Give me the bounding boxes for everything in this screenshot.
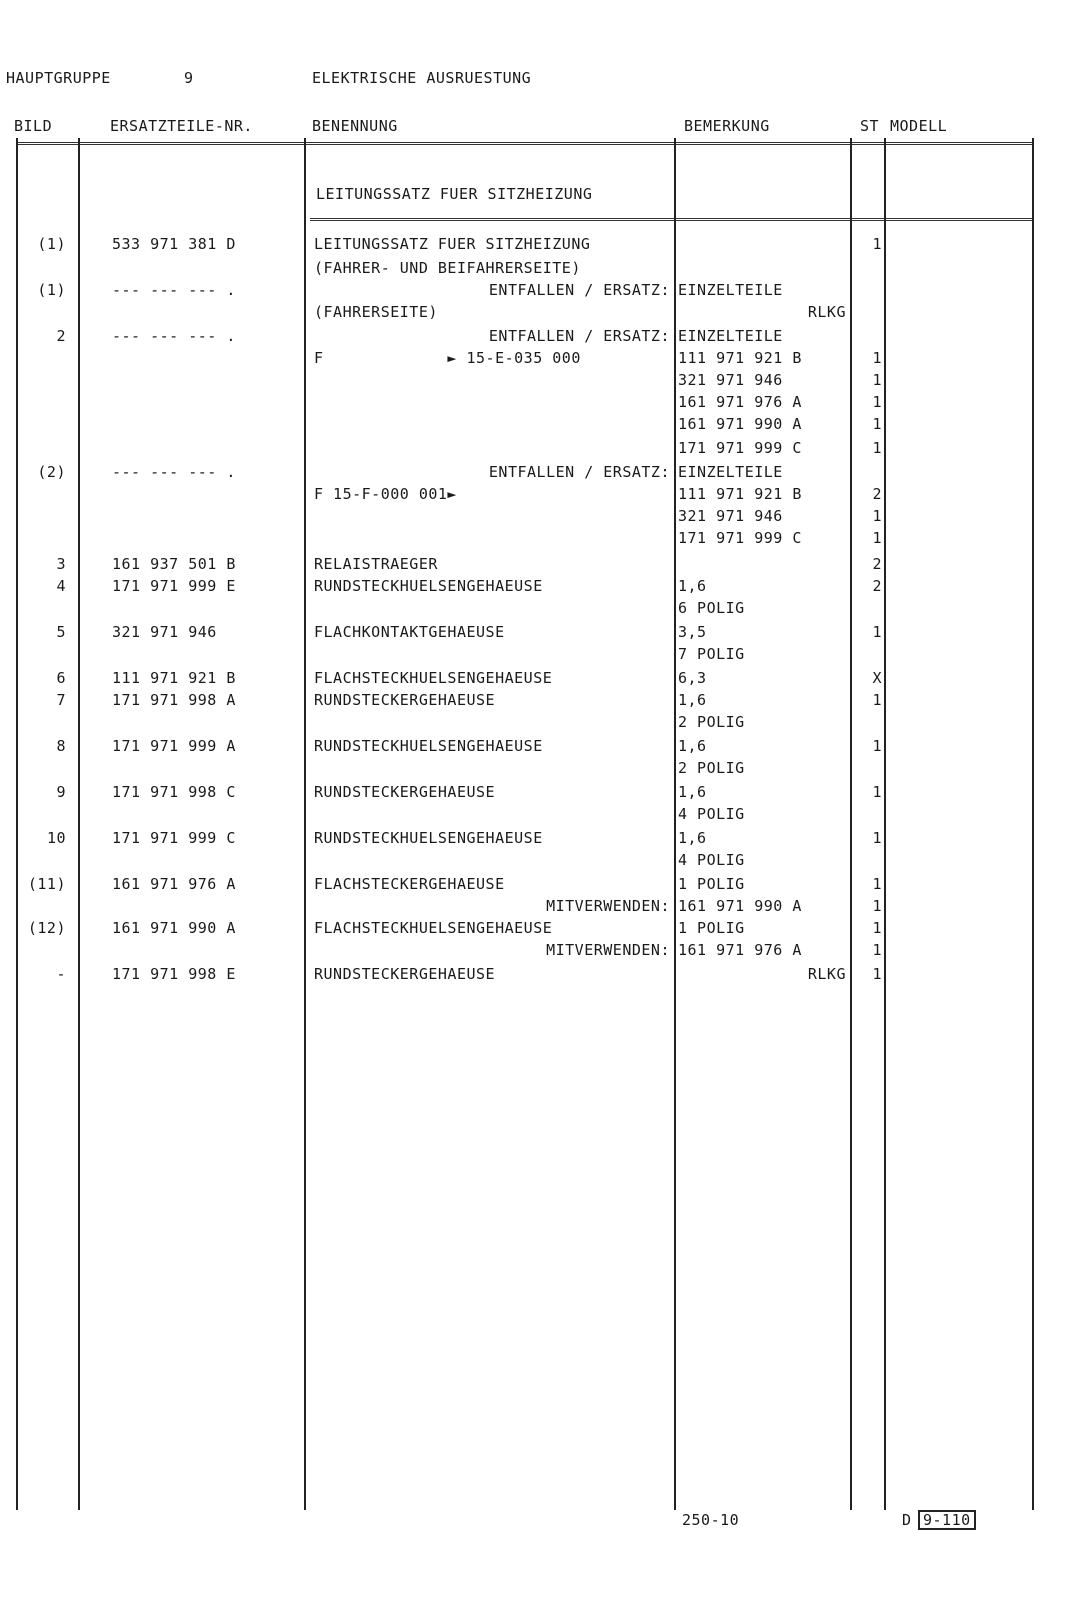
table-cell-st: 1 — [872, 829, 882, 847]
col-header-bemerkung: BEMERKUNG — [684, 117, 770, 135]
table-cell-bild: - — [56, 965, 66, 983]
table-cell-part-number: 171 971 999 E — [112, 577, 236, 595]
table-cell-benennung: ENTFALLEN / ERSATZ: — [488, 281, 670, 299]
column-divider — [78, 138, 80, 1510]
table-cell-st: 1 — [872, 415, 882, 433]
table-cell-bemerkung: 321 971 946 — [678, 507, 783, 525]
table-cell-st: 2 — [872, 485, 882, 503]
main-group-number: 9 — [184, 69, 194, 87]
table-cell-bemerkung: 171 971 999 C — [678, 529, 802, 547]
column-divider — [850, 138, 852, 1510]
col-header-part-number: ERSATZTEILE-NR. — [110, 117, 253, 135]
table-cell-st: 1 — [872, 691, 882, 709]
table-cell-bild: 4 — [56, 577, 66, 595]
table-cell-part-number: 171 971 998 C — [112, 783, 236, 801]
group-title: ELEKTRISCHE AUSRUESTUNG — [312, 69, 532, 87]
table-cell-bemerkung: 1 POLIG — [678, 919, 745, 937]
table-cell-benennung: RUNDSTECKERGEHAEUSE — [314, 691, 496, 709]
table-cell-st: 1 — [872, 965, 882, 983]
col-header-st: ST — [860, 117, 880, 135]
table-cell-st: 1 — [872, 783, 882, 801]
footer-page-ref: 250-10 — [682, 1511, 740, 1529]
table-cell-part-number: 171 971 998 E — [112, 965, 236, 983]
table-cell-st: 1 — [872, 623, 882, 641]
table-cell-st: X — [872, 669, 882, 687]
column-divider — [1032, 138, 1034, 1510]
table-cell-benennung: MITVERWENDEN: — [546, 941, 670, 959]
section-rule — [310, 218, 1034, 221]
table-cell-bild: (11) — [27, 875, 66, 893]
table-cell-bild: 6 — [56, 669, 66, 687]
column-divider — [674, 138, 676, 1510]
table-cell-benennung: RUNDSTECKHUELSENGEHAEUSE — [314, 737, 543, 755]
table-cell-bemerkung: RLKG — [807, 965, 846, 983]
table-cell-bemerkung: 4 POLIG — [678, 851, 745, 869]
column-divider — [304, 138, 306, 1510]
table-cell-bemerkung: 1,6 — [678, 829, 707, 847]
table-cell-benennung: (FAHRERSEITE) — [314, 303, 438, 321]
table-cell-st: 1 — [872, 439, 882, 457]
table-cell-bild: 7 — [56, 691, 66, 709]
table-cell-bemerkung: 1 POLIG — [678, 875, 745, 893]
table-cell-benennung: FLACHSTECKHUELSENGEHAEUSE — [314, 669, 553, 687]
table-cell-benennung: RUNDSTECKERGEHAEUSE — [314, 965, 496, 983]
table-cell-bemerkung: 161 971 990 A — [678, 415, 802, 433]
table-cell-st: 1 — [872, 393, 882, 411]
table-cell-part-number: 161 971 990 A — [112, 919, 236, 937]
table-cell-bemerkung: 3,5 — [678, 623, 707, 641]
table-cell-part-number: 171 971 999 C — [112, 829, 236, 847]
table-cell-benennung: FLACHSTECKHUELSENGEHAEUSE — [314, 919, 553, 937]
table-cell-bild: 3 — [56, 555, 66, 573]
table-cell-bemerkung: 171 971 999 C — [678, 439, 802, 457]
table-cell-part-number: --- --- --- . — [112, 463, 236, 481]
table-cell-bemerkung: 2 POLIG — [678, 759, 745, 777]
table-cell-bemerkung: 161 971 976 A — [678, 393, 802, 411]
table-cell-st: 1 — [872, 737, 882, 755]
table-cell-bild: 2 — [56, 327, 66, 345]
table-cell-part-number: --- --- --- . — [112, 281, 236, 299]
table-cell-benennung: F 15-F-000 001► — [314, 485, 457, 503]
table-cell-benennung: F ► 15-E-035 000 — [314, 349, 581, 367]
table-cell-bemerkung: RLKG — [807, 303, 846, 321]
table-cell-benennung: MITVERWENDEN: — [546, 897, 670, 915]
table-cell-bild: 10 — [46, 829, 66, 847]
table-cell-bemerkung: 6,3 — [678, 669, 707, 687]
table-cell-bild: (1) — [37, 281, 66, 299]
section-title: LEITUNGSSATZ FUER SITZHEIZUNG — [316, 185, 593, 203]
table-cell-part-number: 533 971 381 D — [112, 235, 236, 253]
table-cell-benennung: RELAISTRAEGER — [314, 555, 438, 573]
table-cell-bemerkung: 321 971 946 — [678, 371, 783, 389]
table-cell-st: 1 — [872, 875, 882, 893]
main-group-label: HAUPTGRUPPE — [6, 69, 111, 87]
table-cell-bemerkung: 161 971 990 A — [678, 897, 802, 915]
table-cell-bemerkung: 7 POLIG — [678, 645, 745, 663]
table-cell-bild: (1) — [37, 235, 66, 253]
col-header-bild: BILD — [14, 117, 53, 135]
table-cell-bemerkung: 1,6 — [678, 577, 707, 595]
table-cell-st: 2 — [872, 577, 882, 595]
table-cell-bemerkung: 161 971 976 A — [678, 941, 802, 959]
table-cell-st: 1 — [872, 371, 882, 389]
table-cell-benennung: ENTFALLEN / ERSATZ: — [488, 327, 670, 345]
col-header-benennung: BENENNUNG — [312, 117, 398, 135]
table-cell-benennung: RUNDSTECKERGEHAEUSE — [314, 783, 496, 801]
table-cell-part-number: 161 937 501 B — [112, 555, 236, 573]
table-cell-st: 1 — [872, 235, 882, 253]
table-cell-bemerkung: 1,6 — [678, 737, 707, 755]
table-cell-bemerkung: EINZELTEILE — [678, 463, 783, 481]
table-cell-st: 2 — [872, 555, 882, 573]
table-cell-st: 1 — [872, 919, 882, 937]
table-cell-bild: (2) — [37, 463, 66, 481]
table-cell-benennung: RUNDSTECKHUELSENGEHAEUSE — [314, 577, 543, 595]
table-cell-benennung: FLACHKONTAKTGEHAEUSE — [314, 623, 505, 641]
table-cell-st: 1 — [872, 897, 882, 915]
table-cell-bemerkung: EINZELTEILE — [678, 327, 783, 345]
table-cell-st: 1 — [872, 941, 882, 959]
table-cell-part-number: 161 971 976 A — [112, 875, 236, 893]
table-cell-st: 1 — [872, 507, 882, 525]
table-cell-part-number: 171 971 998 A — [112, 691, 236, 709]
table-cell-benennung: ENTFALLEN / ERSATZ: — [488, 463, 670, 481]
table-cell-part-number: --- --- --- . — [112, 327, 236, 345]
table-cell-benennung: RUNDSTECKHUELSENGEHAEUSE — [314, 829, 543, 847]
table-cell-bild: 8 — [56, 737, 66, 755]
table-cell-bild: (12) — [27, 919, 66, 937]
table-cell-part-number: 171 971 999 A — [112, 737, 236, 755]
table-cell-st: 1 — [872, 529, 882, 547]
table-cell-bemerkung: 111 971 921 B — [678, 349, 802, 367]
table-cell-bild: 5 — [56, 623, 66, 641]
footer-page-number: 9-110 — [918, 1510, 976, 1530]
table-cell-bemerkung: 2 POLIG — [678, 713, 745, 731]
col-header-modell: MODELL — [890, 117, 948, 135]
header-rule — [16, 142, 1034, 145]
table-cell-bemerkung: 111 971 921 B — [678, 485, 802, 503]
table-cell-benennung: FLACHSTECKERGEHAEUSE — [314, 875, 505, 893]
table-cell-benennung: LEITUNGSSATZ FUER SITZHEIZUNG — [314, 235, 591, 253]
table-cell-part-number: 111 971 921 B — [112, 669, 236, 687]
table-cell-benennung: (FAHRER- UND BEIFAHRERSEITE) — [314, 259, 581, 277]
table-cell-bemerkung: EINZELTEILE — [678, 281, 783, 299]
table-cell-bemerkung: 1,6 — [678, 691, 707, 709]
column-divider — [884, 138, 886, 1510]
table-cell-part-number: 321 971 946 — [112, 623, 217, 641]
table-cell-bemerkung: 6 POLIG — [678, 599, 745, 617]
table-cell-bemerkung: 1,6 — [678, 783, 707, 801]
footer-variant: D — [902, 1511, 912, 1529]
table-cell-bild: 9 — [56, 783, 66, 801]
table-cell-bemerkung: 4 POLIG — [678, 805, 745, 823]
table-cell-st: 1 — [872, 349, 882, 367]
